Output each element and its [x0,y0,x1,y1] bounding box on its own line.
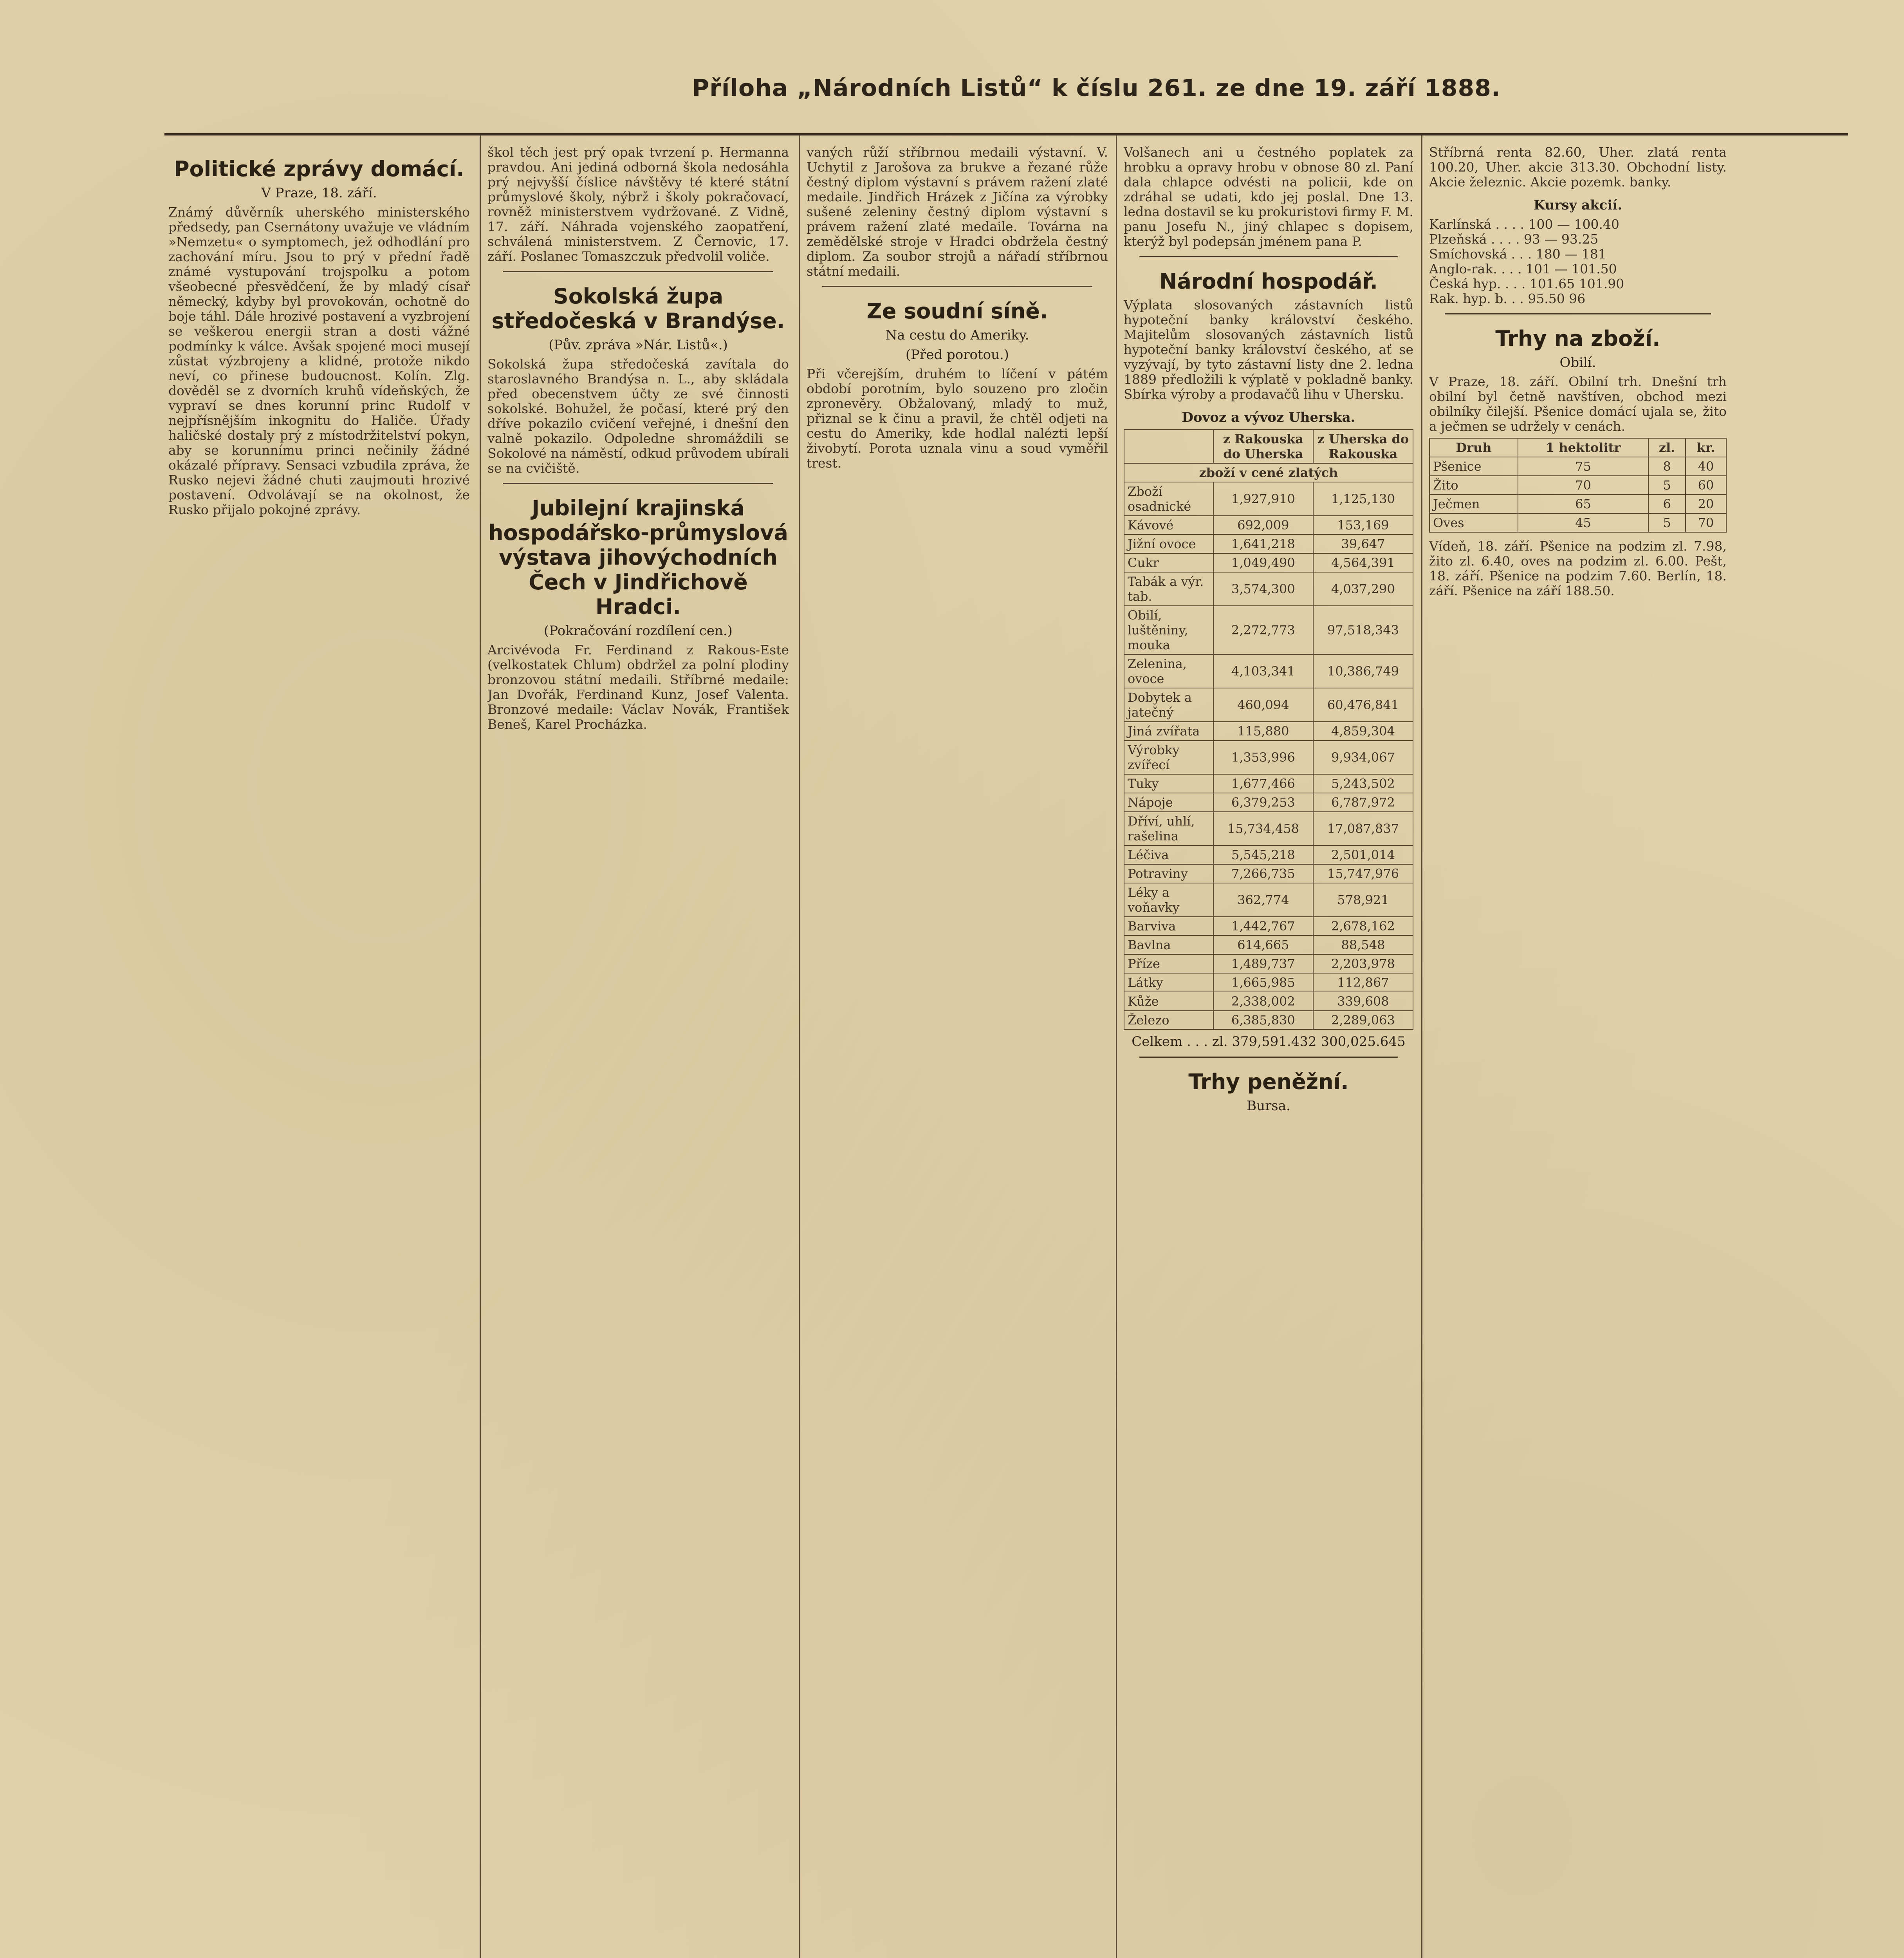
article-text: Volšanech ani u čestného poplatek za hrobku a opravy hrobu v obnose 80 zl. Paní dala chlapce odvésti na policii, kde on zdráhal se udati, kdo jej poslal. Dne 13. ledna dostavil se ku prokuristovi firmy F. M. panu Josefu N., jiný chlapec s dopisem, kterýž byl podepsán jménem pana P. [1124,145,1413,249]
table-title: Dovoz a vývoz Uherska. [1182,410,1355,425]
list-item: Česká hyp. . . . 101.65 101.90 [1429,276,1624,291]
article-text: Arcivévoda Fr. Ferdinand z Rakous-Este (velkostatek Chlum) obdržel za polní plodiny bronzovou státní medaili. Stříbrné medaile: Jan Dvořák, Ferdinand Kunz, Josef Valenta. Bronzové medaile: Václav Novák, František Beneš, Karel Procházka. [487,642,789,732]
section-heading: Ze soudní síně. [866,299,1048,323]
table-cell: 4,103,341 [1213,654,1313,688]
table-cell: 10,386,749 [1313,654,1413,688]
section-heading: Sokolská župa středočeská v Brandýse. [491,284,785,333]
grain-table [1429,438,1727,533]
table-cell: 1,677,466 [1213,774,1313,793]
table-cell: 2,501,014 [1313,845,1413,864]
table-row [1124,553,1413,572]
table-cell: Bavlna [1124,936,1213,954]
table-cell: 4,859,304 [1313,722,1413,741]
article-text: Vídeň, 18. září. Pšenice na podzim zl. 7.98, žito zl. 6.40, oves na podzim zl. 6.00. Pešt, 18. září. Pšenice na podzim 7.60. Berlín, 18. září. Pšenice na září 188.50. [1429,538,1727,598]
table-cell: Zelenina, ovoce [1124,654,1213,688]
table-cell: 40 [1686,457,1726,476]
article-text: Známý důvěrník uherského ministerského předsedy, pan Csernátony uvažuje ve vládním »Nemzetu« o symptomech, jež odhodlání pro zachování míru. Jsou to prý v přední řadě známé vystupování trojspolku a potom všeobecné přesvědčení, že by mladý císař německý, kdyby byl provokován, ochotně do boje táhl. Dále hrozivé postavení a vyzbrojení se veškerou energii stran a dosti vážné podmínky k válce. Avšak spojené moci musejí zůstat výzbrojeny a klidné, protože nikdo neví, co přinese budoucnost. Kolín. Zlg. dověděl se z dvorních kruhů vídeňských, že vypraví se dnes korunní princ Rudolf v nejpřísnějším inkognitu do Haliče. Úřady haličské dostaly prý z místodržitelství pokyn, aby se korunnímu princi nečinily žádné okázalé přípravy. Sensaci vzbudila zpráva, že Rusko nejevi žádné chuti zaujmouti hrozivé postavení. Odvolávají se na okolnost, že Rusko přijalo pokojné zprávy. [168,204,470,517]
table-cell: 1,442,767 [1213,917,1313,936]
column-2 [487,145,789,1958]
article-text: Stříbrná renta 82.60, Uher. zlatá renta 100.20, Uher. akcie 313.30. Obchodní listy. Akcie železnic. Akcie pozemk. banky. [1429,145,1727,190]
table-cell: 578,921 [1313,883,1413,917]
table-row [1124,722,1413,741]
table-cell: 692,009 [1213,516,1313,535]
table-cell: 6 [1648,495,1686,513]
table-cell: Výrobky zvířecí [1124,741,1213,774]
table-cell: 45 [1518,513,1648,532]
table-cell: Kůže [1124,992,1213,1011]
table-cell: 1,641,218 [1213,535,1313,553]
top-rule [164,133,1848,135]
table-cell: 9,934,067 [1313,741,1413,774]
table-cell: 2,338,002 [1213,992,1313,1011]
section-heading: Trhy na zboží. [1495,326,1660,351]
table-cell: 5,545,218 [1213,845,1313,864]
table-row [1124,535,1413,553]
table-row [1429,513,1726,532]
table-row [1124,774,1413,793]
table-cell: 5 [1648,476,1686,495]
table-cell: 614,665 [1213,936,1313,954]
table-header [1124,430,1213,463]
section-subheading: Bursa. [1247,1098,1290,1114]
column-1 [168,145,470,1958]
table-row [1124,606,1413,654]
article-text: Výplata slosovaných zástavních listů hypoteční banky království českého. Majitelům slosovaných zástavních listů hypoteční banky království českého, ať se vyzývají, by tyto zástavní listy dne 2. ledna 1889 předložili k výplatě v pokladně banky. Sbírka výroby a prodavačů lihu v Uhersku. [1124,297,1413,402]
table-cell: 5,243,502 [1313,774,1413,793]
table-row [1124,812,1413,845]
table-row [1124,1011,1413,1030]
table-cell: Příze [1124,954,1213,973]
table-header: z Uherska do Rakouska [1313,430,1413,463]
table-cell: 115,880 [1213,722,1313,741]
article-text: V Praze, 18. září. Obilní trh. Dnešní trh obilní byl četně navštíven, obchod mezi obilníky čilejší. Pšenice domácí ujala se, žito a ječmen se udržely v cenách. [1429,374,1727,434]
table-row [1124,936,1413,954]
table-cell: 65 [1518,495,1648,513]
table-cell: 15,734,458 [1213,812,1313,845]
list-item: Anglo-rak. . . . 101 — 101.50 [1429,261,1617,276]
table-row [1124,917,1413,936]
section-heading: Trhy peněžní. [1188,1069,1349,1094]
table-cell: Zboží osadnické [1124,482,1213,516]
table-cell: 2,272,773 [1213,606,1313,654]
table-header: 1 hektolitr [1518,438,1648,457]
table-cell: Cukr [1124,553,1213,572]
section-subheading: (Pokračování rozdílení cen.) [544,623,733,639]
table-cell: 460,094 [1213,688,1313,722]
article-text: Při včerejším, druhém to líčení v pátém období porotním, bylo souzeno pro zločin zpronevěry. Obžalovaný, mladý to muž, přiznal se k činu a pravil, že chtěl odjeti na cestu do Ameriky, kde hodlal nalézti lepší živobytí. Porota uznala vinu a soud vyměřil trest. [807,366,1108,471]
section-subheading: Na cestu do Ameriky. [885,327,1029,343]
table-cell: 4,564,391 [1313,553,1413,572]
separator [1445,313,1711,314]
table-cell: Pšenice [1429,457,1518,476]
table-header: kr. [1686,438,1726,457]
table-cell: 7,266,735 [1213,864,1313,883]
table-cell: 2,203,978 [1313,954,1413,973]
table-row [1124,688,1413,722]
table-cell: Léky a voňavky [1124,883,1213,917]
table-cell: 112,867 [1313,973,1413,992]
table-cell: 1,927,910 [1213,482,1313,516]
table-header: z Rakouska do Uherska [1213,430,1313,463]
table-row [1124,654,1413,688]
table-cell: Nápoje [1124,793,1213,812]
table-row [1124,572,1413,606]
table-total: Celkem . . . zl. 379,591.432 300,025.645 [1132,1034,1406,1049]
section-subheading: Obilí. [1559,355,1596,370]
table-row [1124,793,1413,812]
column-5 [1429,145,1727,1958]
column-divider [1421,135,1422,1958]
table-cell: 2,678,162 [1313,917,1413,936]
table-cell: 8 [1648,457,1686,476]
table-cell: Železo [1124,1011,1213,1030]
table-cell: 97,518,343 [1313,606,1413,654]
table-cell: 75 [1518,457,1648,476]
table-header: Druh [1429,438,1518,457]
table-cell: 60,476,841 [1313,688,1413,722]
table-cell: Žito [1429,476,1518,495]
page-header: Příloha „Národních Listů“ k číslu 261. ze dne 19. září 1888. [692,74,1501,102]
table-cell: 20 [1686,495,1726,513]
section-heading: Politické zprávy domácí. [174,157,464,181]
table-cell: Barviva [1124,917,1213,936]
table-cell: 5 [1648,513,1686,532]
table-row [1124,516,1413,535]
section-subheading: (Před porotou.) [905,347,1009,363]
table-cell: Léčiva [1124,845,1213,864]
table-row [1429,495,1726,513]
separator [503,483,773,484]
column-3 [807,145,1108,1958]
table-cell: Dříví, uhlí, rašelina [1124,812,1213,845]
table-subheader: zboží v cené zlatých [1124,463,1413,482]
table-cell: 70 [1518,476,1648,495]
table-cell: 88,548 [1313,936,1413,954]
table-row [1124,845,1413,864]
column-divider [799,135,800,1958]
table-cell: 153,169 [1313,516,1413,535]
article-text: Sokolská župa středočeská zavítala do staroslavného Brandýsa n. L., aby skládala před obecenstvem účty ze své činnosti sokolské. Bohužel, že počasí, které prý den dříve pokazilo cvičení veřejné, i dnešní den valně pokazilo. Odpoledne shromáždili se Sokolové na náměstí, odkud průvodem ubírali se na cvičiště. [487,356,789,476]
stock-list [1429,217,1727,306]
table-cell: 6,379,253 [1213,793,1313,812]
table-row [1124,864,1413,883]
table-cell: 2,289,063 [1313,1011,1413,1030]
list-title: Kursy akcií. [1533,197,1622,213]
section-heading: Národní hospodář. [1159,269,1378,294]
table-cell: Jižní ovoce [1124,535,1213,553]
table-row [1124,741,1413,774]
column-divider [480,135,481,1958]
table-row [1429,476,1726,495]
table-cell: 15,747,976 [1313,864,1413,883]
table-row [1124,992,1413,1011]
table-cell: 3,574,300 [1213,572,1313,606]
table-cell: 60 [1686,476,1726,495]
table-cell: 362,774 [1213,883,1313,917]
table-row [1124,883,1413,917]
table-row [1124,954,1413,973]
column-4 [1124,145,1413,1958]
trade-table [1124,429,1413,1030]
separator [822,286,1092,287]
table-cell: 6,385,830 [1213,1011,1313,1030]
list-item: Karlínská . . . . 100 — 100.40 [1429,217,1619,232]
column-divider [1116,135,1117,1958]
table-row [1429,457,1726,476]
article-text: škol těch jest prý opak tvrzení p. Hermanna pravdou. Ani jediná odborná škola nedosáhla prý nejvyšší číslice návštěvy té které státní průmyslové školy, nýbrž i školy pokračovací, rovněž ministerstvem vydržované. Z Vidně, 17. září. Náhrada vojenského zaopatření, schválená ministerstvem. Z Černovic, 17. září. Poslanec Tomaszczuk předvolil voliče. [487,145,789,264]
separator [1139,256,1398,257]
table-cell: Dobytek a jatečný [1124,688,1213,722]
table-cell: 1,489,737 [1213,954,1313,973]
section-subheading: (Pův. zpráva »Nár. Listů«.) [549,337,728,353]
table-row [1124,973,1413,992]
table-cell: Oves [1429,513,1518,532]
table-header: zl. [1648,438,1686,457]
dateline: V Praze, 18. září. [261,185,377,201]
table-cell: Potraviny [1124,864,1213,883]
table-cell: 339,608 [1313,992,1413,1011]
table-cell: Tuky [1124,774,1213,793]
table-cell: Tabák a výr. tab. [1124,572,1213,606]
table-cell: Obilí, luštěniny, mouka [1124,606,1213,654]
list-item: Plzeňská . . . . 93 — 93.25 [1429,231,1599,247]
table-cell: Kávové [1124,516,1213,535]
section-heading: Jubilejní krajinská hospodářsko-průmyslová výstava jihovýchodních Čech v Jindřichově Hradci. [488,496,788,619]
table-cell: 39,647 [1313,535,1413,553]
table-cell: 1,049,490 [1213,553,1313,572]
separator [503,271,773,272]
table-cell: 70 [1686,513,1726,532]
table-cell: 17,087,837 [1313,812,1413,845]
table-cell: Látky [1124,973,1213,992]
list-item: Rak. hyp. b. . . 95.50 96 [1429,291,1586,306]
table-cell: 1,125,130 [1313,482,1413,516]
grain-table-body [1429,457,1726,532]
separator [1139,1057,1398,1058]
table-row [1124,482,1413,516]
table-cell: 1,665,985 [1213,973,1313,992]
table-cell: 4,037,290 [1313,572,1413,606]
table-cell: 1,353,996 [1213,741,1313,774]
trade-table-body [1124,482,1413,1030]
article-text: vaných růží stříbrnou medaili výstavní. V. Uchytil z Jarošova za brukve a řezané růže čestný diplom výstavní s právem ražení zlaté medaile. Jindřich Hrázek z Jičína za výrobky sušené zeleniny čestný diplom výstavní s právem ražení zlaté medaile. Továrna na zemědělské stroje v Hradci obdržela čestný diplom. Za soubor strojů a nářadí stříbrnou státní medaili. [807,145,1108,279]
table-cell: 6,787,972 [1313,793,1413,812]
list-item: Smíchovská . . . 180 — 181 [1429,246,1606,262]
table-cell: Ječmen [1429,495,1518,513]
table-cell: Jiná zvířata [1124,722,1213,741]
